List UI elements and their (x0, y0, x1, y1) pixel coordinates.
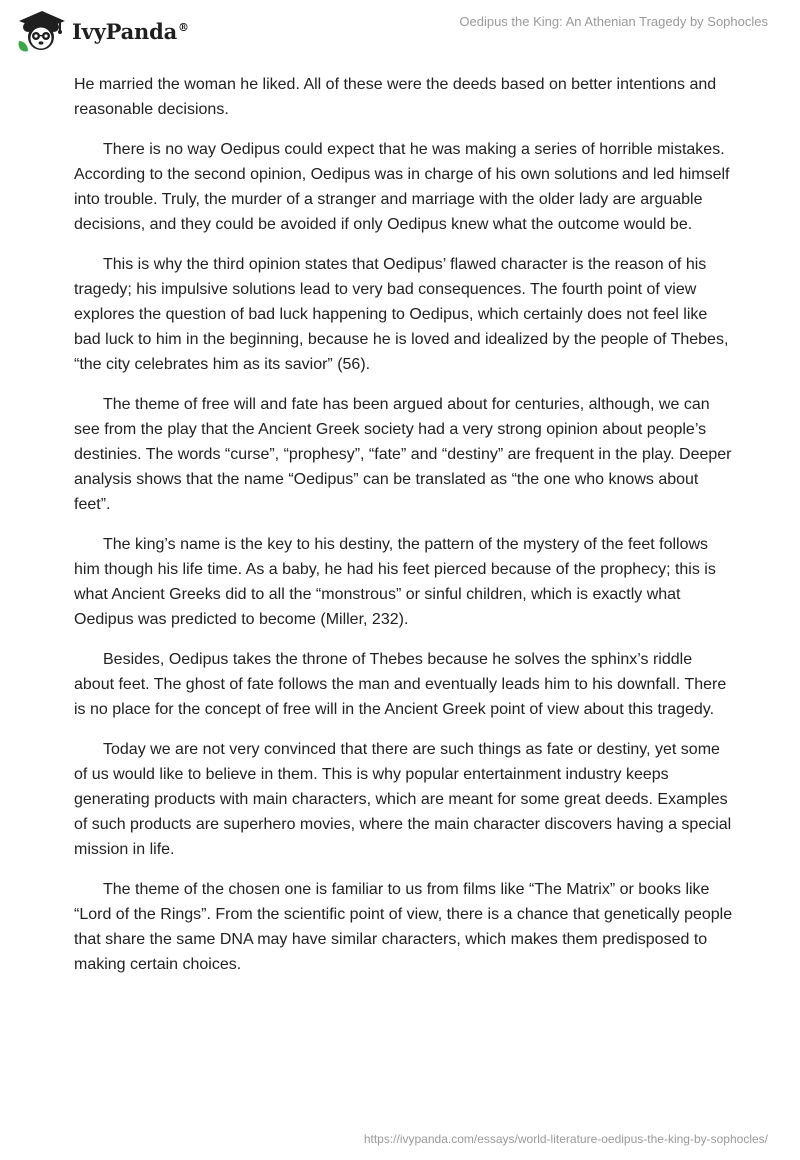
paragraph: The theme of the chosen one is familiar to us from films like “The Matrix” or books like “Lord of the Rings”. From the scientific point of view, there is a chance that genetically people that share the same DNA may have similar characters, which makes them predisposed to making certain choices. (74, 881, 733, 973)
document-title: Oedipus the King: An Athenian Tragedy by Sophocles (459, 14, 768, 29)
paragraph: Besides, Oedipus takes the throne of Thebes because he solves the sphinx’s riddle about feet. The ghost of fate follows the man and eventually leads him to his downfall. There is no place for the concept of free will in the Ancient Greek point of view about this tragedy. (74, 651, 727, 718)
paragraph: The king’s name is the key to his destiny, the pattern of the mystery of the feet follows him though his life time. As a baby, he had his feet pierced because of the prophecy; this is what Ancient Greeks did to all the “monstrous” or sinful children, which is exactly what Oedipus was predicted to become (Miller, 232). (74, 536, 716, 628)
paragraph: He married the woman he liked. All of these were the deeds based on better intentions and reasonable decisions. (74, 76, 717, 118)
panda-graduation-cap-icon (16, 8, 66, 54)
page-header (0, 0, 800, 60)
essay-body (74, 72, 734, 992)
brand-logo[interactable] (16, 8, 189, 54)
brand-name: IvyPanda® (72, 18, 189, 44)
paragraph: This is why the third opinion states that Oedipus’ flawed character is the reason of his tragedy; his impulsive solutions lead to very bad consequences. The fourth point of view explores the question of bad luck happening to Oedipus, which certainly does not feel like bad luck to him in the beginning, because he is loved and idealized by the people of Thebes, “the city celebrates him as its savior” (56). (74, 256, 729, 373)
source-url[interactable]: https://ivypanda.com/essays/world-literature-oedipus-the-king-by-sophocles/ (363, 1132, 768, 1146)
paragraph: Today we are not very convinced that there are such things as fate or destiny, yet some of us would like to believe in them. This is why popular entertainment industry keeps generating products with main characters, which are meant for some great deeds. Examples of such products are superhero movies, where the main character discovers having a special mission in life. (74, 741, 732, 858)
paragraph: There is no way Oedipus could expect that he was making a series of horrible mistakes. According to the second opinion, Oedipus was in charge of his own solutions and led himself into trouble. Truly, the murder of a stranger and marriage with the older lady are arguable decisions, and they could be avoided if only Oedipus knew what the outcome would be. (74, 141, 730, 233)
paragraph: The theme of free will and fate has been argued about for centuries, although, we can see from the play that the Ancient Greek society had a very strong opinion about people’s destinies. The words “curse”, “prophesy”, “fate” and “destiny” are frequent in the play. Deeper analysis shows that the name “Oedipus” can be translated as “the one who knows about feet”. (74, 396, 732, 513)
registered-mark: ® (178, 20, 189, 34)
